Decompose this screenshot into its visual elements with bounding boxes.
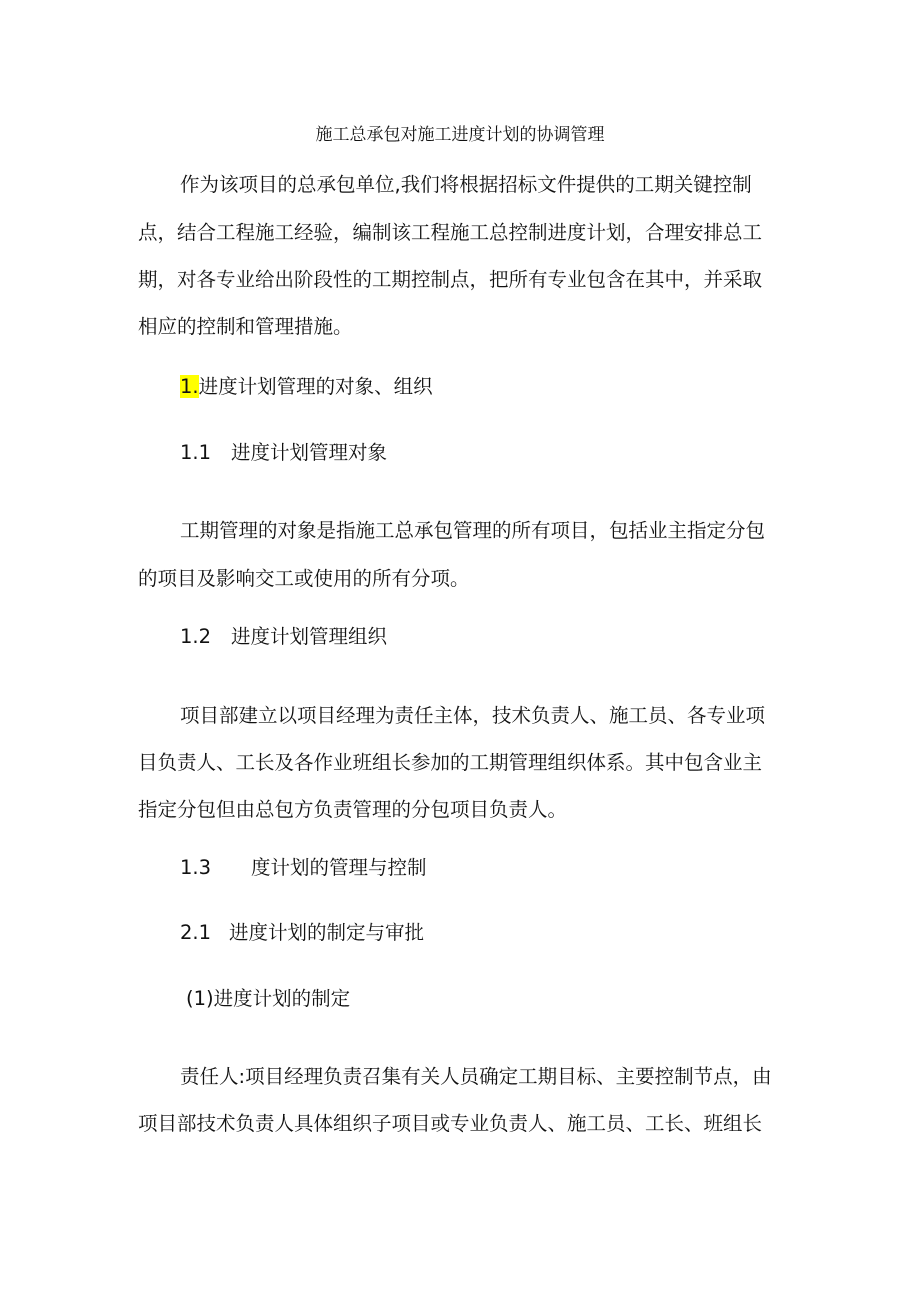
section-2-1-title: 进度计划的制定与审批 bbox=[229, 921, 425, 944]
section-1-3-heading bbox=[180, 855, 427, 881]
s1-1-body-line-2: 的项目及影响交工或使用的所有分项。 bbox=[138, 567, 470, 590]
section-1-3-title: 度计划的管理与控制 bbox=[251, 856, 427, 879]
section-1-2-number: 1.2 bbox=[180, 625, 212, 648]
intro-line-4: 相应的控制和管理措施。 bbox=[138, 315, 353, 338]
section-2-1-heading bbox=[180, 920, 424, 946]
section-2-1-number: 2.1 bbox=[180, 921, 212, 944]
section-1-1-number: 1.1 bbox=[180, 441, 212, 464]
section-1-2-heading bbox=[180, 624, 387, 650]
section-1-2-title: 进度计划管理组织 bbox=[231, 625, 388, 648]
section-1-number: 1. bbox=[180, 375, 199, 398]
document-title: 施工总承包对施工进度计划的协调管理 bbox=[315, 125, 605, 145]
item-1-body-line-2: 项目部技术负责人具体组织子项目或专业负责人、施工员、工长、班组长 bbox=[138, 1112, 763, 1135]
s1-1-body-line-1: 工期管理的对象是指施工总承包管理的所有项目，包括业主指定分包 bbox=[180, 519, 766, 542]
s1-2-body-line-1: 项目部建立以项目经理为责任主体，技术负责人、施工员、各专业项 bbox=[180, 704, 766, 727]
item-1-heading: (1)进度计划的制定 bbox=[186, 987, 351, 1010]
intro-line-3: 期，对各专业给出阶段性的工期控制点，把所有专业包含在其中，并采取 bbox=[138, 268, 763, 291]
intro-line-2: 点，结合工程施工经验，编制该工程施工总控制进度计划，合理安排总工 bbox=[138, 221, 763, 244]
section-1-1-heading bbox=[180, 440, 387, 466]
section-1-3-number: 1.3 bbox=[180, 856, 212, 879]
s1-2-body-line-2: 目负责人、工长及各作业班组长参加的工期管理组织体系。其中包含业主 bbox=[138, 751, 763, 774]
section-1-heading bbox=[180, 374, 433, 400]
intro-line-1: 作为该项目的总承包单位,我们将根据招标文件提供的工期关键控制 bbox=[180, 173, 752, 196]
section-1-title: 进度计划管理的对象、组织 bbox=[198, 375, 433, 398]
item-1-body-line-1: 责任人:项目经理负责召集有关人员确定工期目标、主要控制节点，由 bbox=[180, 1065, 772, 1088]
s1-2-body-line-3: 指定分包但由总包方负责管理的分包项目负责人。 bbox=[138, 798, 568, 821]
section-1-1-title: 进度计划管理对象 bbox=[231, 441, 388, 464]
